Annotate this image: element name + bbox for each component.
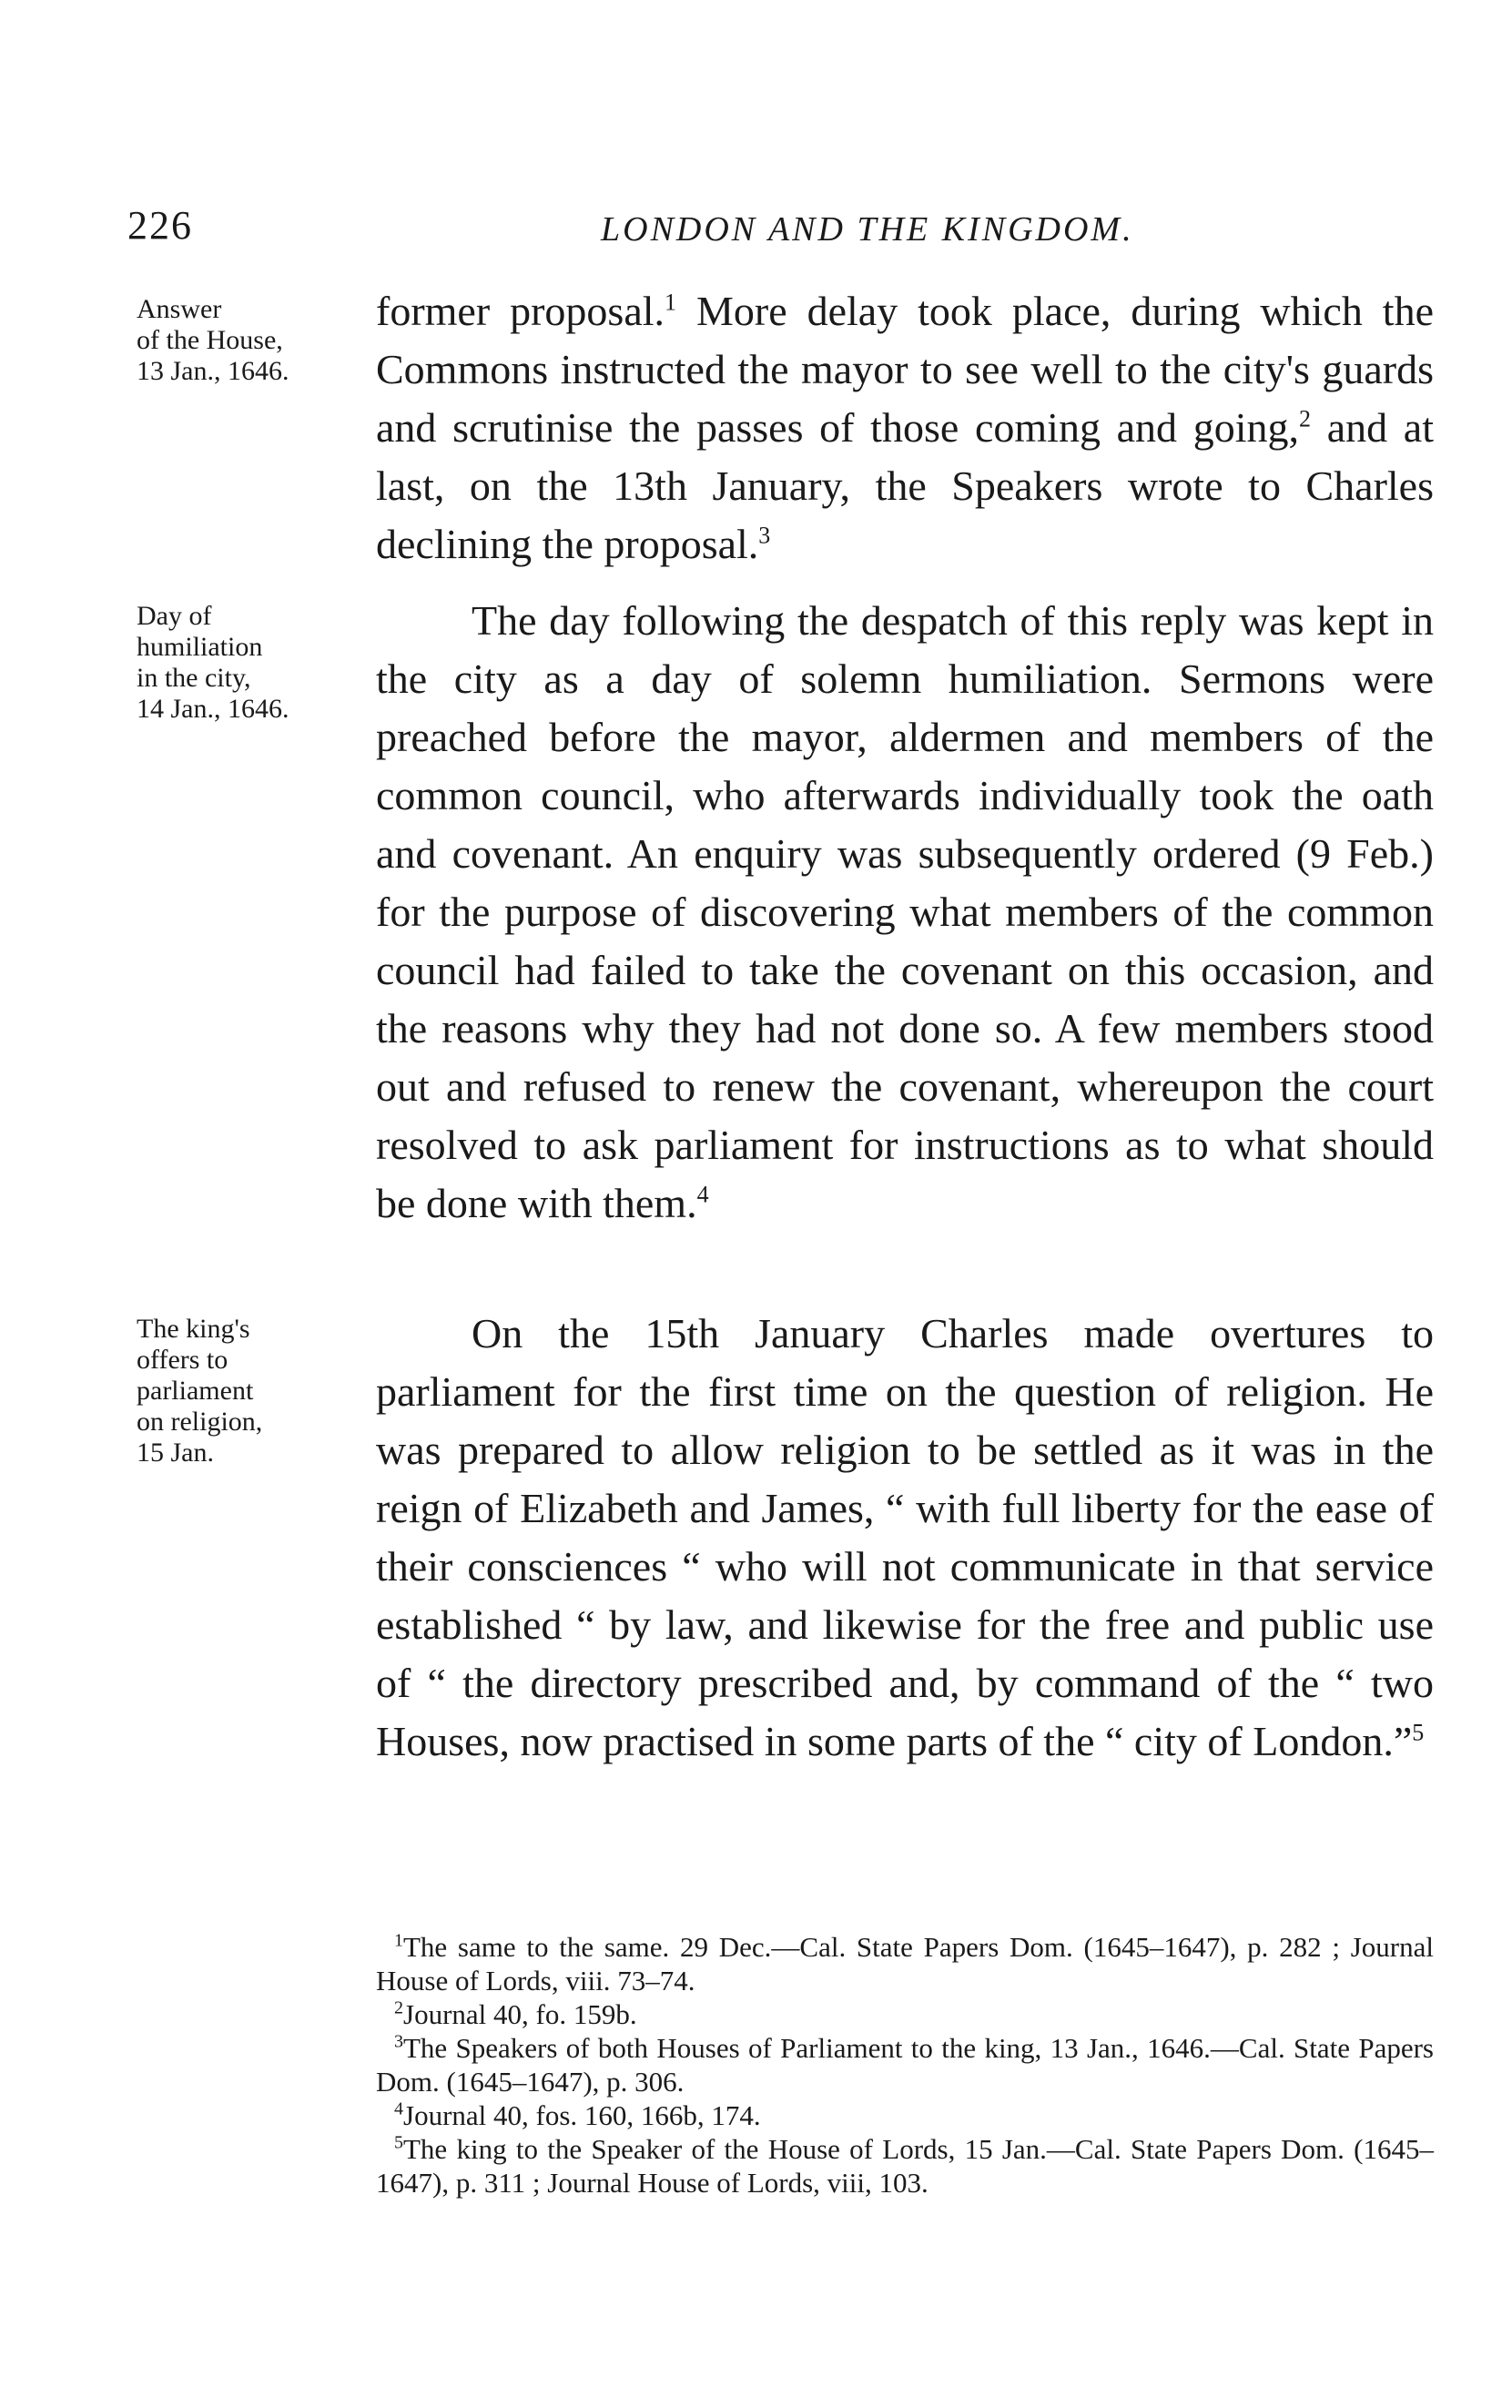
footnote-ref: 4 xyxy=(696,1181,709,1208)
footnote-2 xyxy=(376,1997,1434,2031)
margin-note-day-of-humiliation xyxy=(137,601,364,725)
paragraph-day-of-humiliation xyxy=(376,592,1434,1233)
margin-note-line: Answer xyxy=(137,294,222,324)
paragraph-text: On the 15th January Charles made overtures to parliament for the first time on the question of religion. He was prepared to allow religion to be settled as it was in the reign of Elizabeth and James, “ with full liberty for the ease of their consciences “ who will not communicate in that service established “ by law, and likewise for the free and public use of “ the directory prescribed and, by command of the “ two Houses, now practised in some parts of the “ city of London.” xyxy=(376,1310,1434,1764)
footnote-text: The same to the same. 29 Dec.—Cal. State Papers Dom. (1645–1647), p. 282 ; Journal House of Lords, viii. 73–74. xyxy=(376,1931,1434,1997)
paragraph-text: More delay took place, during which the Commons instructed the mayor to see well to the city's guards and scrutinise the passes of those coming and going, xyxy=(376,288,1434,451)
margin-note-line: 15 Jan. xyxy=(137,1438,214,1468)
footnote-1 xyxy=(376,1930,1434,1997)
footnotes xyxy=(376,1930,1434,2200)
margin-note-line: Day of xyxy=(137,601,212,631)
margin-note-answer-of-house xyxy=(137,294,364,387)
footnote-marker: 5 xyxy=(394,2132,403,2153)
margin-note-line: 14 Jan., 1646. xyxy=(137,694,289,724)
footnote-marker: 2 xyxy=(394,1997,403,2018)
footnote-text: The Speakers of both Houses of Parliament to the king, 13 Jan., 1646.—Cal. State Papers Dom. (1645–1647), p. 306. xyxy=(376,2032,1434,2098)
footnote-text: Journal 40, fos. 160, 166b, 174. xyxy=(403,2099,761,2131)
footnote-marker: 1 xyxy=(394,1930,403,1951)
footnote-marker: 3 xyxy=(394,2031,403,2052)
page-number: 226 xyxy=(127,203,193,248)
paragraph-kings-offers xyxy=(376,1305,1434,1771)
footnote-ref: 2 xyxy=(1299,405,1312,432)
margin-note-line: of the House, xyxy=(137,325,283,355)
margin-note-line: humiliation xyxy=(137,632,263,662)
margin-note-line: The king's xyxy=(137,1314,250,1344)
margin-note-line: 13 Jan., 1646. xyxy=(137,356,289,386)
footnote-ref: 3 xyxy=(758,522,771,549)
margin-note-line: on religion, xyxy=(137,1407,263,1437)
footnote-ref: 5 xyxy=(1412,1719,1425,1746)
margin-note-line: offers to xyxy=(137,1345,228,1375)
running-title: LONDON AND THE KINGDOM. xyxy=(601,210,1134,249)
paragraph-former-proposal xyxy=(376,282,1434,574)
footnote-text: The king to the Speaker of the House of Lords, 15 Jan.—Cal. State Papers Dom. (1645–1647), p. 311 ; Journal House of Lords, viii, 103. xyxy=(376,2133,1434,2199)
footnote-3 xyxy=(376,2031,1434,2098)
margin-note-line: in the city, xyxy=(137,663,251,693)
footnote-text: Journal 40, fo. 159b. xyxy=(403,1998,637,2030)
paragraph-text: and at last, on the 13th January, the Speakers wrote to Charles declining the proposal. xyxy=(376,404,1434,567)
footnote-ref: 1 xyxy=(665,289,677,316)
footnote-5 xyxy=(376,2132,1434,2200)
paragraph-text: former proposal. xyxy=(376,288,665,334)
footnote-marker: 4 xyxy=(394,2098,403,2119)
margin-note-kings-offers xyxy=(137,1314,364,1468)
margin-note-line: parliament xyxy=(137,1376,254,1406)
paragraph-text: The day following the despatch of this reply was kept in the city as a day of solemn humiliation. Sermons were preached before the mayor, aldermen and members of the common council, who afterwards individually took the oath and covenant. An enquiry was subsequently ordered (9 Feb.) for the purpose of discovering what members of the common council had failed to take the covenant on this occasion, and the reasons why they had not done so. A few members stood out and refused to renew the covenant, whereupon the court resolved to ask parliament for instructions as to what should be done with them. xyxy=(376,597,1434,1226)
footnote-4 xyxy=(376,2098,1434,2132)
